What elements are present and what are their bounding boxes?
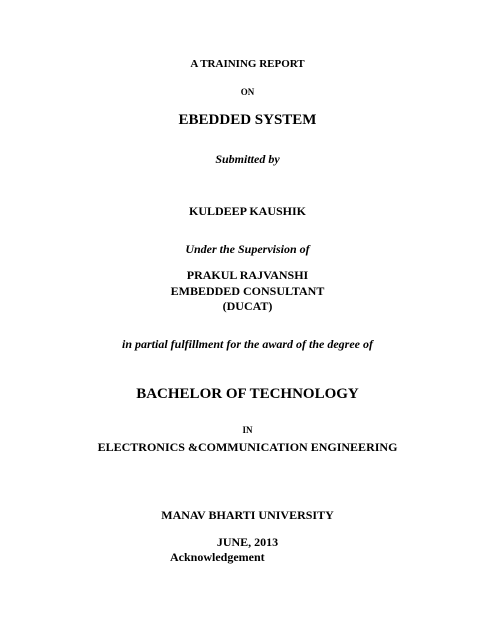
acknowledgement-heading: Acknowledgement [170, 550, 265, 564]
degree-title: BACHELOR OF TECHNOLOGY [136, 386, 359, 402]
on-label: ON [240, 87, 255, 97]
supervision-label: Under the Supervision of [185, 242, 310, 256]
author-name: KULDEEP KAUSHIK [188, 204, 307, 218]
university-name: MANAV BHARTI UNIVERSITY [161, 508, 334, 522]
report-date: JUNE, 2013 [216, 535, 279, 549]
fulfillment-line: in partial fulfillment for the award of the degree of [122, 337, 373, 351]
submitted-by-label: Submitted by [215, 152, 280, 166]
in-label: IN [242, 425, 253, 435]
supervisor-org: (DUCAT) [222, 299, 273, 313]
department-title: ELECTRONICS &COMMUNICATION ENGINEERING [97, 440, 398, 454]
report-title: A TRAINING REPORT [190, 58, 305, 70]
supervisor-name: PRAKUL RAJVANSHI [186, 268, 309, 282]
system-title: EBEDDED SYSTEM [178, 112, 317, 128]
supervisor-role: EMBEDDED CONSULTANT [170, 284, 325, 298]
